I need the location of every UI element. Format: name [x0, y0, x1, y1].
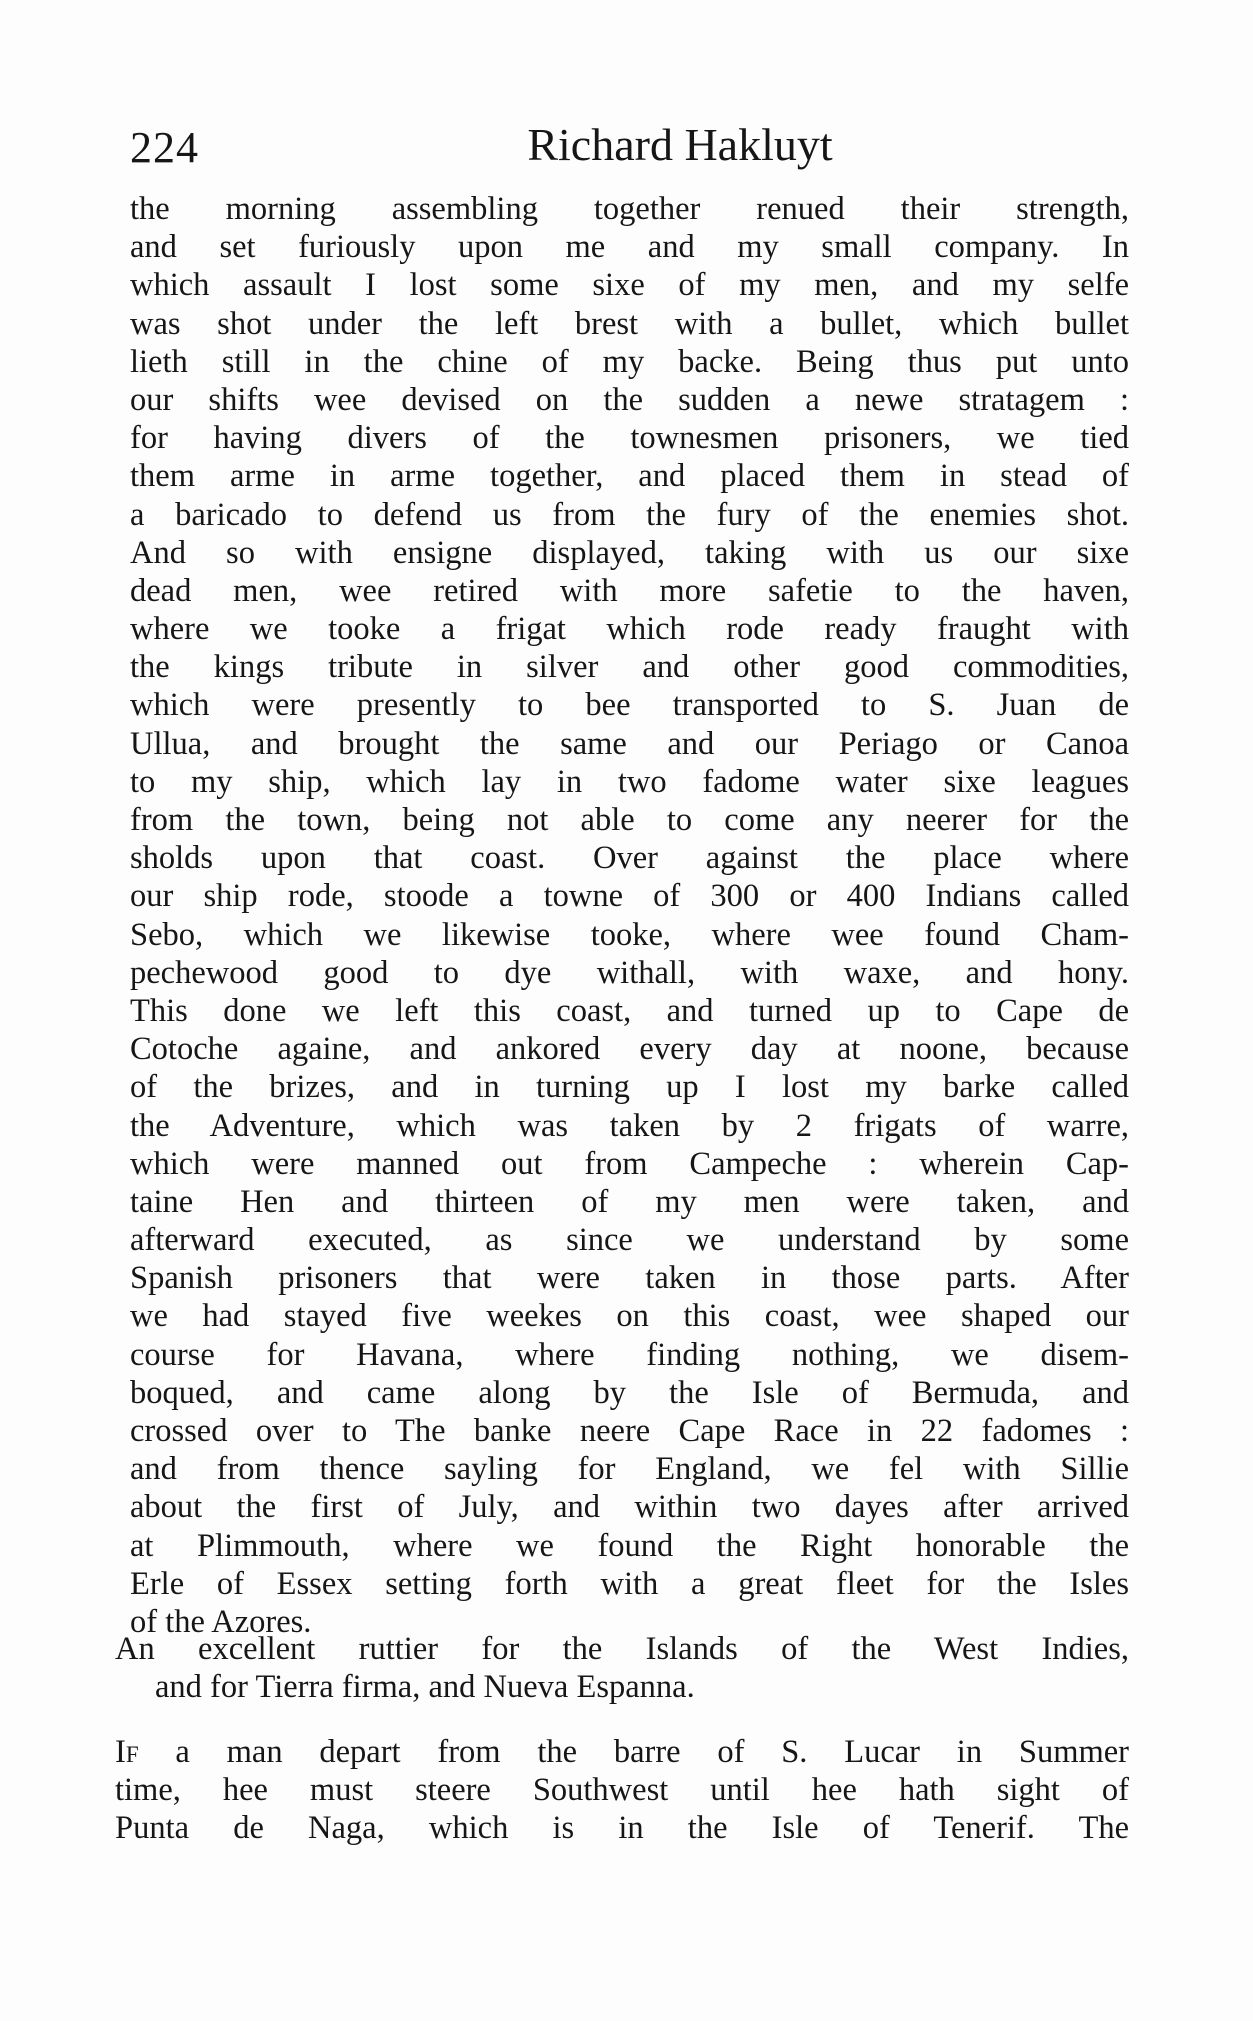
text-line: Punta de Naga, which is in the Isle of Tenerif. The	[115, 1810, 1129, 1847]
running-title: Richard Hakluyt	[527, 119, 833, 170]
text-line: sholds upon that coast. Over against the place where	[130, 840, 1129, 877]
initial-word: If	[115, 1734, 139, 1770]
second-paragraph	[115, 1733, 1129, 1848]
text-line: the morning assembling together renued their strength,	[130, 191, 1129, 227]
text-line: taine Hen and thirteen of my men were taken, and	[130, 1183, 1129, 1220]
text-line: from the town, being not able to come any neerer for the	[130, 802, 1129, 838]
text-line: where we tooke a frigat which rode ready fraught with	[130, 611, 1129, 648]
text-line: and set furiously upon me and my small company. In	[130, 229, 1129, 266]
text-line: for having divers of the townesmen prisoners, we tied	[130, 420, 1129, 457]
text-line: This done we left this coast, and turned up to Cape de	[130, 992, 1129, 1029]
text-line: the Adventure, which was taken by 2 frigats of warre,	[130, 1107, 1129, 1144]
text-line: of the brizes, and in turning up I lost my barke called	[130, 1069, 1129, 1106]
text-line: time, hee must steere Southwest until hee hath sight of	[115, 1772, 1129, 1809]
page-number: 224	[130, 123, 199, 172]
text-line: afterward executed, as since we understand by some	[130, 1222, 1129, 1259]
text-line: Cotoche againe, and ankored every day at noone, because	[130, 1031, 1129, 1068]
text-line: to my ship, which lay in two fadome water sixe leagues	[130, 763, 1129, 800]
first-line-rest: a man depart from the barre of S. Lucar in Summer	[138, 1734, 1129, 1770]
text-line: the kings tribute in silver and other good commodities,	[130, 649, 1129, 686]
text-line: our shifts wee devised on the sudden a newe stratagem :	[130, 381, 1129, 418]
section-heading	[115, 1630, 1129, 1706]
text-line: we had stayed five weekes on this coast, wee shaped our	[130, 1298, 1129, 1335]
text-line: a baricado to defend us from the fury of the enemies shot.	[130, 496, 1129, 533]
text-line: which were manned out from Campeche : wherein Cap-	[130, 1145, 1129, 1182]
text-line: of the Azores.	[130, 1603, 312, 1640]
text-line: Erle of Essex setting forth with a great fleet for the Isles	[130, 1565, 1129, 1602]
text-line: at Plimmouth, where we found the Right honorable the	[130, 1527, 1129, 1564]
text-line: Ullua, and brought the same and our Periago or Canoa	[130, 725, 1129, 762]
text-line: Spanish prisoners that were taken in those parts. After	[130, 1260, 1129, 1297]
text-line: And so with ensigne displayed, taking with us our sixe	[130, 534, 1129, 571]
text-line: about the first of July, and within two dayes after arrived	[130, 1489, 1129, 1526]
text-line: lieth still in the chine of my backe. Being thus put unto	[130, 343, 1129, 380]
main-paragraph	[130, 190, 1129, 1641]
text-line: them arme in arme together, and placed them in stead of	[130, 458, 1129, 495]
text-line: which were presently to bee transported to S. Juan de	[130, 687, 1129, 724]
text-line: pechewood good to dye withall, with waxe, and hony.	[130, 954, 1129, 991]
text-line: crossed over to The banke neere Cape Race in 22 fadomes :	[130, 1413, 1129, 1449]
text-line: dead men, wee retired with more safetie to the haven,	[130, 572, 1129, 609]
text-line: and from thence sayling for England, we fel with Sillie	[130, 1451, 1129, 1488]
text-line	[115, 1733, 1129, 1771]
text-line: Sebo, which we likewise tooke, where wee found Cham-	[130, 916, 1129, 953]
text-line: our ship rode, stoode a towne of 300 or 400 Indians called	[130, 878, 1129, 915]
heading-line: An excellent ruttier for the Islands of the West Indies,	[115, 1631, 1129, 1667]
text-line: course for Havana, where finding nothing, we disem-	[130, 1336, 1129, 1373]
text-line: boqued, and came along by the Isle of Bermuda, and	[130, 1374, 1129, 1411]
text-line: which assault I lost some sixe of my men, and my selfe	[130, 267, 1129, 304]
heading-line: and for Tierra firma, and Nueva Espanna.	[155, 1669, 695, 1706]
page-header	[130, 118, 1130, 178]
text-line: was shot under the left brest with a bullet, which bullet	[130, 305, 1129, 342]
